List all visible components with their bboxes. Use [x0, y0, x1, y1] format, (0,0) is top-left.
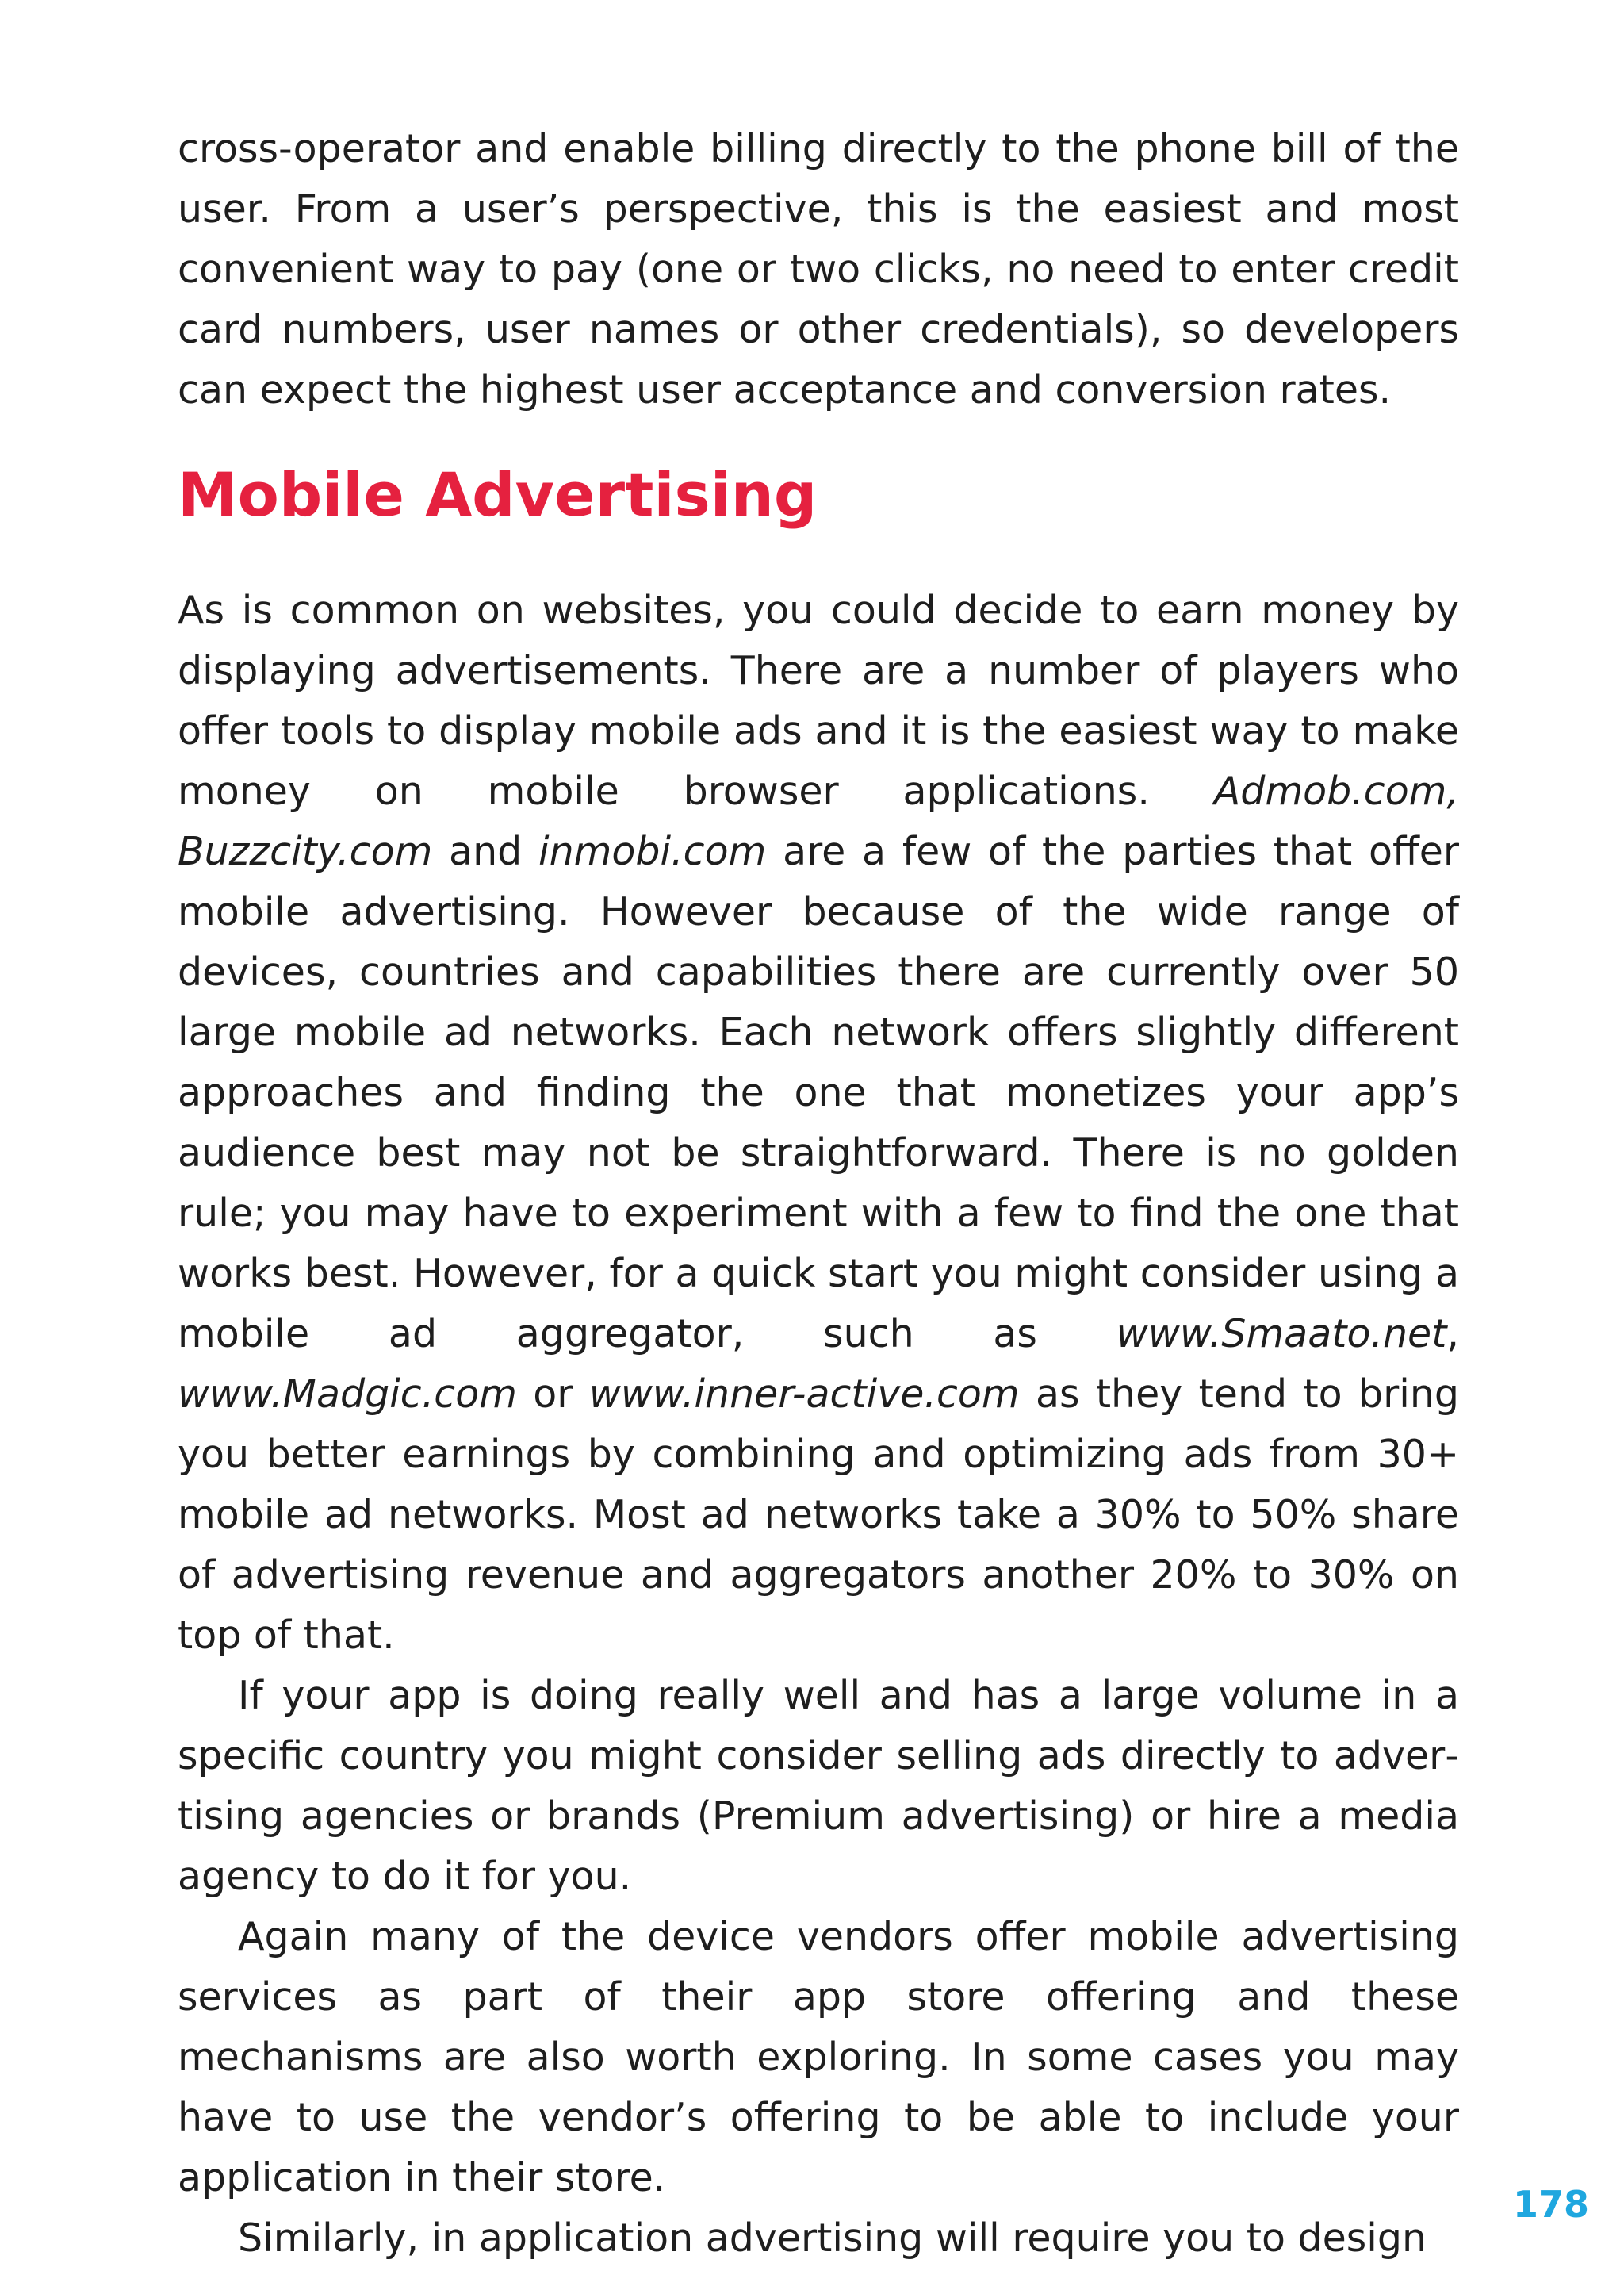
paragraph-text: or — [516, 1371, 589, 1417]
intro-paragraph: cross-operator and enable billing directly to the phone bill of the user. From a user’s perspective, this is the easiest and most convenient way to pay (one or two clicks, no need to enter credit card numbers, user names or other credentials), so developers can expect the highest user acceptance and conversion rates. — [178, 126, 1459, 412]
vendor-advertising-paragraph: Again many of the device vendors offer mobile advertising services as part of their app store offering and these mechanisms are also worth exploring. In some cases you may have to use the vendor’s offering to be able to include your application in their store. — [178, 1914, 1459, 2200]
page-body — [178, 119, 1459, 2269]
link-inmobi[interactable]: inmobi.com — [538, 829, 767, 874]
section-heading: Mobile Advertising — [178, 459, 818, 530]
paragraph-text: are a few of the parties that offer mobile advertising. However because of the wide range of devices, countries and capabilities there are currently over 50 large mobile ad networks. Each network offers slightly different approaches and finding the one that monetizes your app’s audience best may not be straightforward. There is no golden rule; you may have to experiment with a few to find the one that works best. However, for a quick start you might consider using a mobile ad aggregator, such as — [178, 829, 1459, 1356]
link-madgic[interactable]: www.Madgic.com — [178, 1371, 517, 1417]
paragraph-text: and — [432, 829, 538, 874]
premium-advertising-paragraph: If your app is doing really well and has a large volume in a specific country you might consider selling ads directly to advertising agencies or brands (Premium advertising) or hire a media agency to do it for you. — [178, 1673, 1459, 1899]
advertising-paragraph — [178, 581, 1459, 1666]
paragraph-text: , — [1446, 1311, 1459, 1356]
paragraph-text: as they tend to bring you better earnings by combining and optimizing ads from 30+ mobile ad networks. Most ad networks take a 30% to 50% share of advertising revenue and aggregators another 20% to 30% on top of that. — [178, 1371, 1459, 1658]
page-number: 178 — [1513, 2183, 1590, 2226]
link-inner-active[interactable]: www.inner-active.com — [588, 1371, 1020, 1417]
in-app-advertising-paragraph: Similarly, in application advertising will require you to design — [238, 2215, 1427, 2261]
paragraph-text: As is common on websites, you could decide to earn money by displaying advertisements. There are a number of players who offer tools to display mobile ads and it is the easiest way to make money on mobile browser applications. — [178, 588, 1459, 814]
link-smaato[interactable]: www.Smaato.net — [1116, 1311, 1447, 1356]
link-admob-buzzcity[interactable]: Admob.com, Buzzcity.com — [178, 769, 1459, 874]
